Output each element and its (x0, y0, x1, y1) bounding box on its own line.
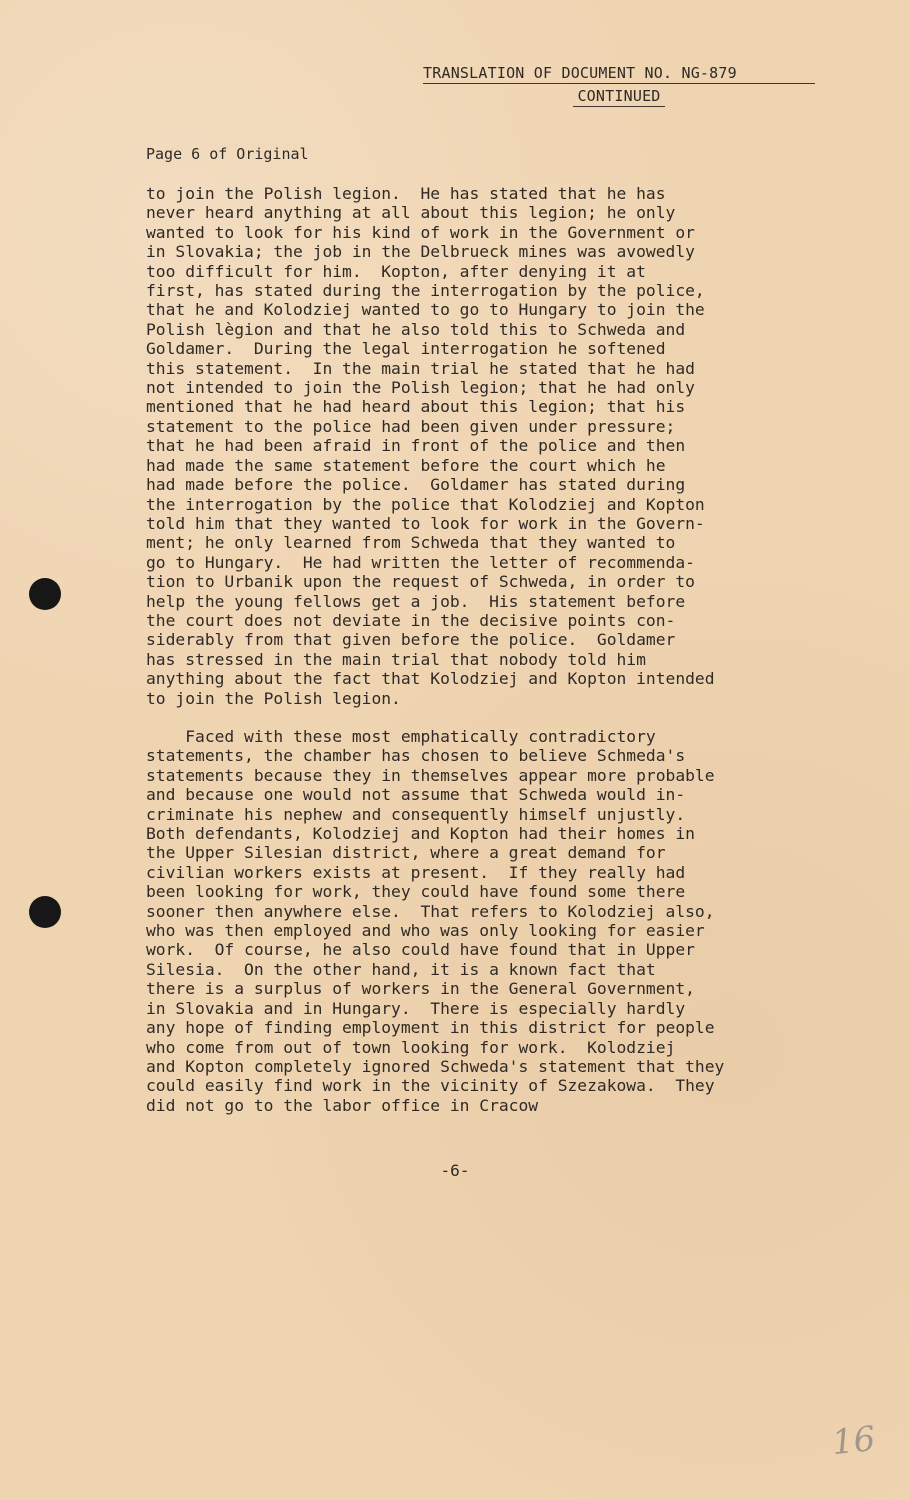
punch-hole-top (29, 578, 61, 610)
page-reference: Page 6 of Original (146, 145, 309, 163)
handwritten-number: 16 (830, 1418, 878, 1464)
document-number-heading: TRANSLATION OF DOCUMENT NO. NG-879 (423, 64, 815, 84)
body-paragraph-2: Faced with these most emphatically contradictory statements, the chamber has chosen to believe Schmeda's statements because they in themselves appear more probable and because one would not assume that Schweda would in- criminate his nephew and consequently himself unjustly. Both defendants, Kolodziej and Kopton had their homes in the Upper Silesian district, where a great demand for civilian workers exists at present. If they really had been looking for work, they could have found some there sooner then anywhere else. That refers to Kolodziej also, who was then employed and who was only looking for easier work. Of course, he also could have found that in Upper Silesia. On the other hand, it is a known fact that there is a surplus of workers in the General Government, in Slovakia and in Hungary. There is especially hardly any hope of finding employment in this district for people who come from out of town looking for work. Kolodziej and Kopton completely ignored Schweda's statement that they could easily find work in the vicinity of Szezakowa. They did not go to the labor office in Cracow (146, 727, 725, 1115)
page-number: -6- (440, 1161, 470, 1180)
continued-heading: CONTINUED (573, 87, 664, 107)
body-paragraph-1: to join the Polish legion. He has stated that he has never heard anything at all about this legion; he only wanted to look for his kind of work in the Government or in Slovakia; the job in the Delbrueck mines was avowedly too difficult for him. Kopton, after denying it at first, has stated during the interrogation by the police, that he and Kolodziej wanted to go to Hungary to join the Polish lègion and that he also told this to Schweda and Goldamer. During the legal interrogation he softened this statement. In the main trial he stated that he had not intended to join the Polish legion; that he had only mentioned that he had heard about this legion; that his statement to the police had been given under pressure; that he had been afraid in front of the police and then had made the same statement before the court which he had made before the police. Goldamer has stated during the interrogation by the police that Kolodziej and Kopton told him that they wanted to look for work in the Govern- ment; he only learned from Schweda that they wanted to go to Hungary. He had written the letter of recommenda- tion to Urbanik upon the request of Schweda, in order to help the young fellows get a job. His statement before the court does not deviate in the decisive points con- siderably from that given before the police. Goldamer has stressed in the main trial that nobody told him anything about the fact that Kolodziej and Kopton intended to join the Polish legion. (146, 184, 715, 708)
punch-hole-bottom (29, 896, 61, 928)
translation-header (423, 64, 815, 107)
